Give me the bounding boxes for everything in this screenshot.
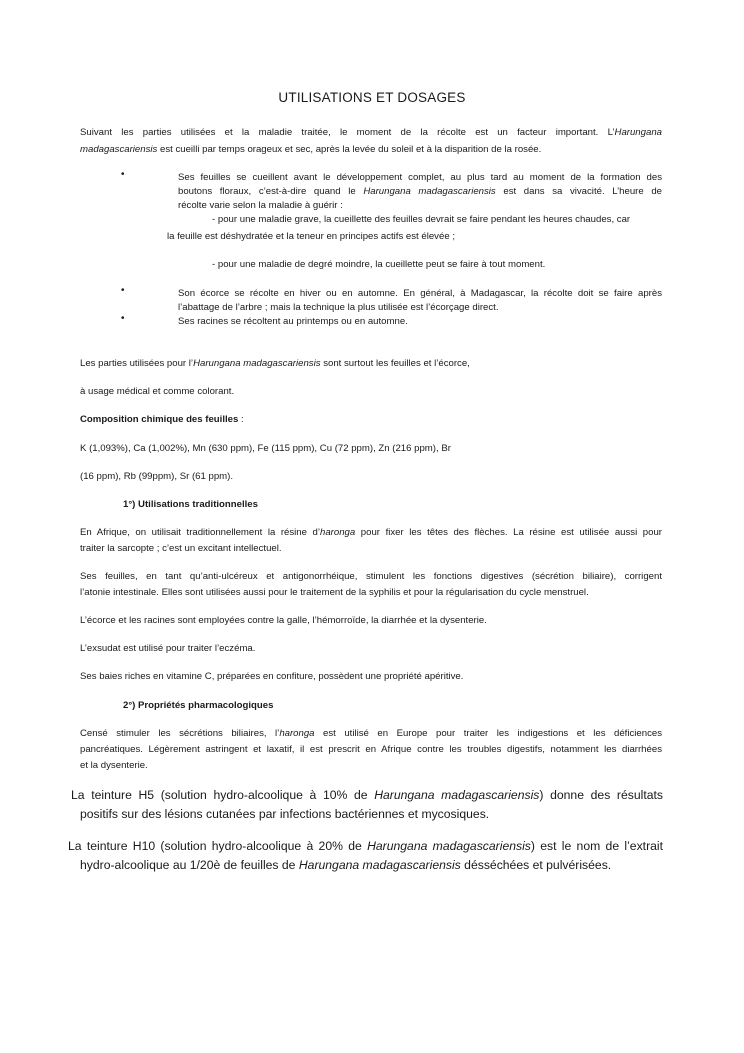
- leaves-sub-1b: la feuille est déshydratée et la teneur en principes actifs est élevée ;: [167, 231, 455, 242]
- bark-roots-use: L’écorce et les racines sont employées contre la galle, l’hémorroïde, la diarrhée et la dysenterie.: [80, 615, 487, 626]
- section-heading-traditional: 1°) Utilisations traditionnelles: [123, 499, 258, 510]
- leaves-sub-1a: - pour une maladie grave, la cueillette des feuilles devrait se faire pendant les heures chaudes, car: [212, 214, 631, 225]
- text: boutons floraux, c’est-à-dire quand le: [178, 186, 364, 197]
- composition-line-1: K (1,093%), Ca (1,002%), Mn (630 ppm), Fe (115 ppm), Cu (72 ppm), Zn (216 ppm), Br: [80, 443, 451, 454]
- parts-line-1: [80, 355, 662, 372]
- species-name: Harungana madagascariensis: [374, 788, 540, 802]
- bark-line-1: Son écorce se récolte en hiver ou en automne. En général, à Madagascar, la récolte doit se faire après: [178, 288, 662, 299]
- leaves-sub-2: - pour une maladie de degré moindre, la cueillette peut se faire à tout moment.: [212, 259, 546, 270]
- species-name: Harungana madagascariensis: [363, 186, 496, 197]
- text: Censé stimuler les sécrétions biliaires, l’: [80, 728, 280, 739]
- text: En Afrique, on utilisait traditionnellement la résine d’: [80, 527, 321, 538]
- exudate-use: L’exsudat est utilisé pour traiter l’eczéma.: [80, 643, 256, 654]
- species-name: madagascariensis: [80, 144, 158, 155]
- leaves-line-1: Ses feuilles se cueillent avant le développement complet, au plus tard au moment de la formation des: [178, 172, 662, 183]
- bullet-icon: •: [121, 285, 125, 296]
- text: ) donne des résultats: [539, 788, 663, 802]
- text: pour fixer les têtes des flèches. La résine est utilisée aussi pour: [355, 527, 662, 538]
- resin-line-1: [80, 524, 662, 541]
- h10-line-1: [68, 836, 663, 857]
- leaves-line-3: récolte varie selon la maladie à guérir :: [178, 200, 343, 211]
- h10-line-2: [80, 855, 664, 876]
- text: est dans sa vivacité. L’heure de: [495, 186, 662, 197]
- species-name: Harungana madagascariensis: [367, 839, 531, 853]
- species-name: Harungana madagascariensis: [193, 358, 321, 369]
- text: :: [238, 414, 244, 425]
- intro-line-2: [80, 141, 662, 158]
- text: hydro-alcoolique au 1/20è de feuilles de: [80, 858, 299, 872]
- resin-line-2: traiter la sarcopte ; c’est un excitant intellectuel.: [80, 543, 282, 554]
- text: La teinture H10 (solution hydro-alcoolique à 20% de: [68, 839, 368, 853]
- bark-line-2: l’abattage de l’arbre ; mais la technique la plus utilisée est l’écorçage direct.: [178, 302, 499, 313]
- text: Les parties utilisées pour l’: [80, 358, 194, 369]
- bullet-icon: •: [121, 313, 125, 324]
- pharma-line-3: et la dysenterie.: [80, 760, 148, 771]
- species-name: Harungana: [614, 127, 662, 138]
- text: La teinture H5 (solution hydro-alcoolique à 10% de: [71, 788, 375, 802]
- text: sont surtout les feuilles et l’écorce,: [320, 358, 470, 369]
- text: est cueilli par temps orageux et sec, après la levée du soleil et à la disparition de la rosée.: [157, 144, 542, 155]
- berries-use: Ses baies riches en vitamine C, préparées en confiture, possèdent une propriété apéritive.: [80, 671, 464, 682]
- plant-name: haronga: [320, 527, 356, 538]
- intro-line-1: [80, 124, 662, 141]
- composition-heading: [80, 411, 662, 428]
- h5-line-2: positifs sur des lésions cutanées par infections bactériennes et mycosiques.: [80, 807, 490, 821]
- pharma-line-1: [80, 725, 662, 742]
- species-name: Harungana madagascariensis: [298, 858, 461, 872]
- leaves-use-line-1: Ses feuilles, en tant qu’anti-ulcéreux et antigonorrhéique, stimulent les fonctions digestives (sécrétion biliaire), corrigent: [80, 571, 662, 582]
- pharma-line-2: pancréatiques. Légèrement astringent et laxatif, il est prescrit en Afrique contre les troubles digestifs, notamment les diarrhées: [80, 744, 662, 755]
- leaves-use-line-2: l’atonie intestinale. Elles sont utilisées aussi pour le traitement de la syphilis et pour la régularisation du cycle menstruel.: [80, 587, 589, 598]
- text: désséchées et pulvérisées.: [460, 858, 612, 872]
- bullet-icon: •: [121, 169, 125, 180]
- section-heading-pharmacological: 2°) Propriétés pharmacologiques: [123, 700, 274, 711]
- roots-line: Ses racines se récoltent au printemps ou en automne.: [178, 316, 408, 327]
- text: est utilisé en Europe pour traiter les indigestions et les déficiences: [314, 728, 662, 739]
- parts-line-2: à usage médical et comme colorant.: [80, 386, 235, 397]
- text: ) est le nom de l’extrait: [530, 839, 663, 853]
- h5-line-1: [71, 785, 663, 806]
- plant-name: haronga: [279, 728, 315, 739]
- text: Suivant les parties utilisées et la maladie traitée, le moment de la récolte est un facteur important. L’: [80, 127, 615, 138]
- page-title: UTILISATIONS ET DOSAGES: [278, 90, 466, 105]
- bold-heading: Composition chimique des feuilles: [80, 414, 239, 425]
- composition-line-2: (16 ppm), Rb (99ppm), Sr (61 ppm).: [80, 471, 234, 482]
